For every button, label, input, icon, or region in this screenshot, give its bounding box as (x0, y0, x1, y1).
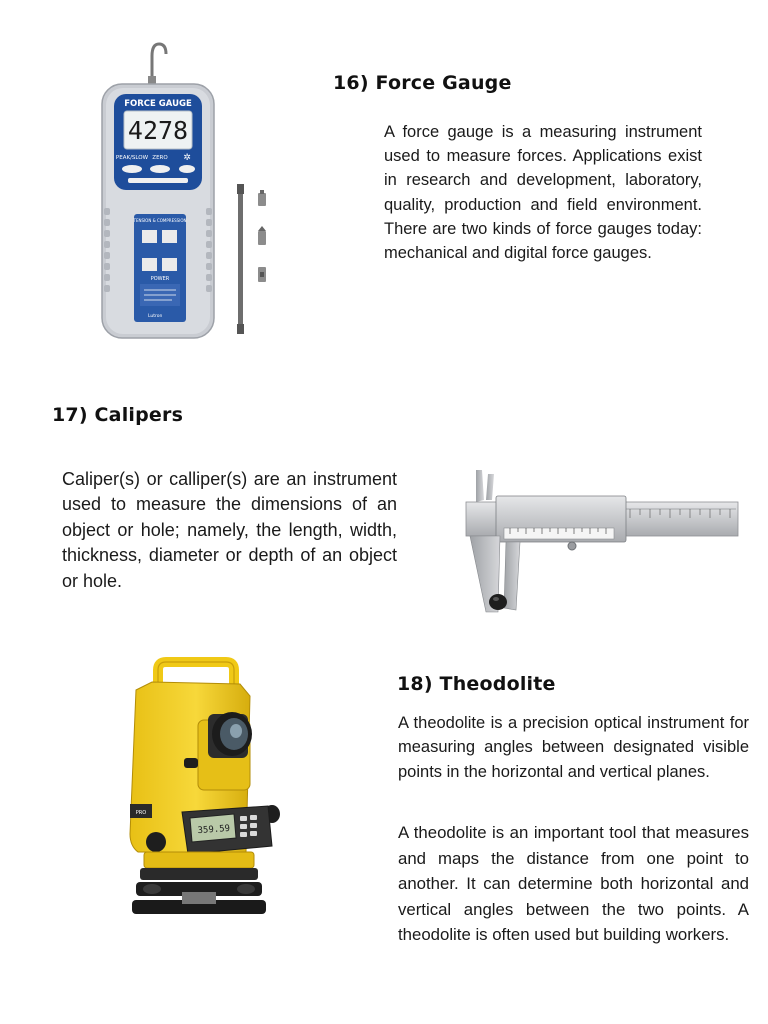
device-title: FORCE GAUGE (124, 99, 192, 109)
brand-label: Lutron (148, 314, 163, 319)
theodolite-display-reading: 359.59 (197, 823, 231, 837)
force-gauge-photo (92, 38, 282, 343)
section-heading-theodolite: 18) Theodolite (397, 673, 556, 695)
power-label: POWER (150, 276, 170, 282)
section-heading-force-gauge: 16) Force Gauge (333, 72, 512, 94)
section-heading-calipers: 17) Calipers (52, 404, 184, 426)
theodolite-description-2: A theodolite is an important tool that measures and maps the distance from one point to another. It can determine both horizontal and vertical angles between the two points. A theodolite is often used but building workers. (398, 823, 749, 945)
theodolite-description-1: A theodolite is a precision optical instrument for measuring angles between designated visible points in the horizontal and vertical planes. (398, 714, 749, 781)
panel-title: TENSION & COMPRESSION (133, 218, 187, 223)
vernier-caliper-photo (460, 462, 742, 642)
theodolite-photo (122, 656, 284, 922)
zero-label: ZERO (152, 155, 168, 161)
gauge-display-reading: 4278 (127, 116, 189, 145)
calipers-description: Caliper(s) or calliper(s) are an instrument used to measure the dimensions of an object or hole; namely, the length, width, thickness, diameter or depth of an object or hole. (62, 469, 397, 591)
force-gauge-description: A force gauge is a measuring instrument used to measure forces. Applications exist in research and development, laboratory, quality, production and field environment. There are two kinds of force gauges today: mechanical and digital force gauges. (384, 123, 702, 263)
peak-slow-label: PEAK/SLOW (115, 155, 149, 161)
backlight-icon: ✲ (183, 153, 191, 163)
theodolite-brand-badge: PRO (135, 810, 147, 816)
